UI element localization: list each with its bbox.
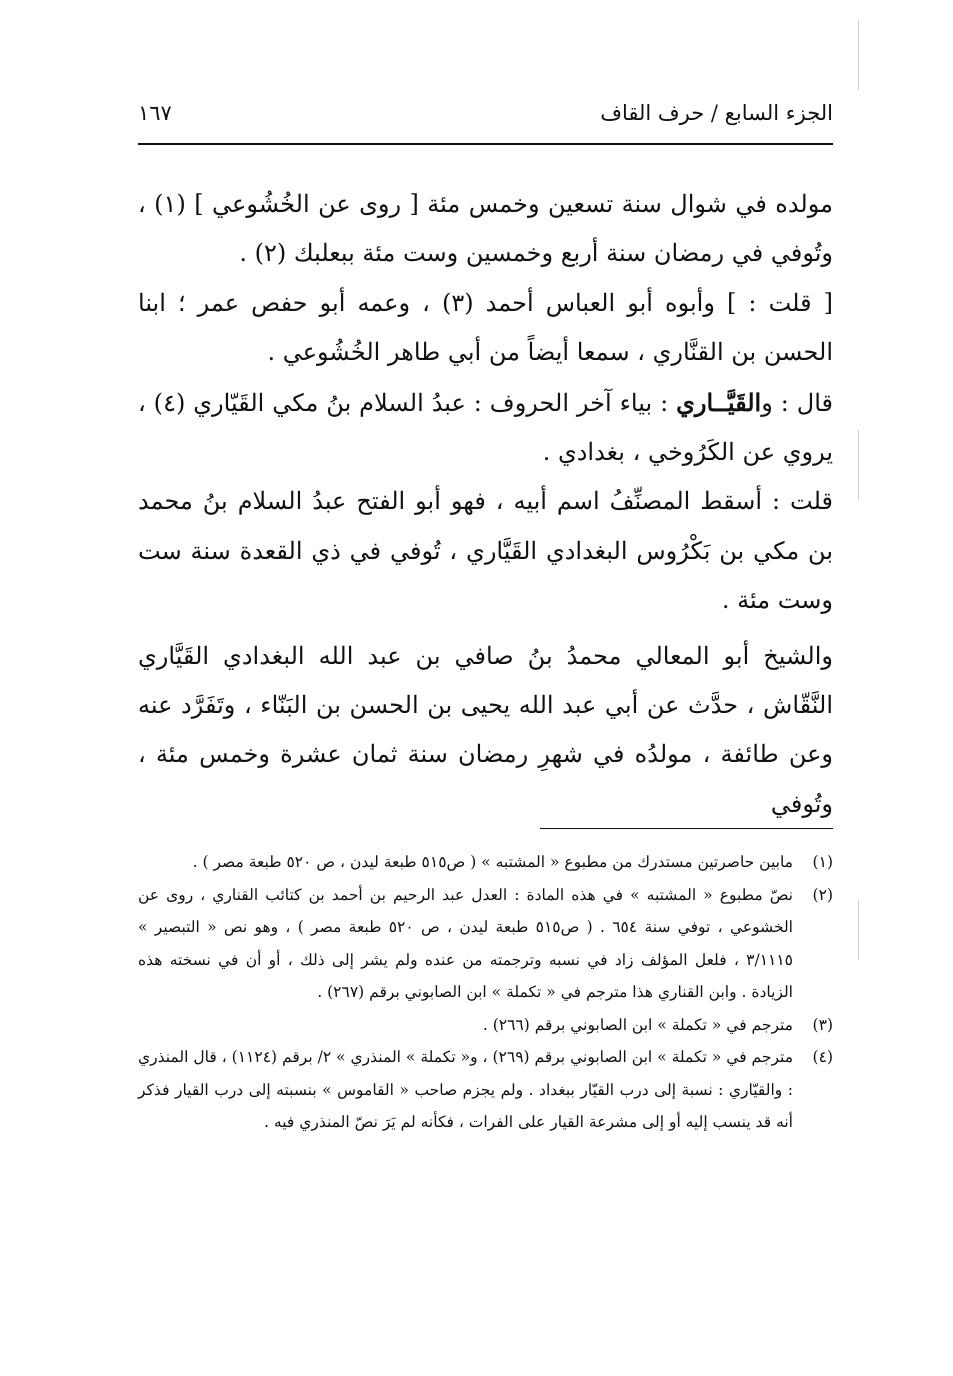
header-rule	[138, 143, 833, 145]
footnote-rule	[540, 828, 833, 829]
scan-margin-line	[858, 430, 859, 500]
footnote-text: مترجم في « تكملة » ابن الصابوني برقم (٢٦٩) ، و« تكملة » المنذري » ٢/ برقم (١١٢٤) ، قال المنذري : والقيّاري : نسبة إلى درب القيّار ببغداد . ولم يجزم صاحب « القاموس » بنسبته إلى درب القيار فذكر أنه قد ينسب إليه أو إلى مشرعة القيار على الفرات ، فكأنه لم يَرَ نصّ المنذري فيه .	[138, 1048, 793, 1131]
main-text	[138, 180, 833, 829]
footnote-number: (٢)	[812, 885, 833, 904]
paragraph: [ قلت : ] وأبوه أبو العباس أحمد (٣) ، وعمه أبو حفص عمر ؛ ابنا الحسن بن القنَّاري ، سمعا أيضاً من أبي طاهر الخُشُوعي .	[138, 288, 833, 367]
headword: القَيَّــاري	[676, 387, 762, 417]
paragraph: مولده في شوال سنة تسعين وخمس مئة [ روى عن الخُشُوعي ] (١) ، وتُوفي في رمضان سنة أربع وخمسين وست مئة ببعلبك (٢) .	[138, 190, 833, 268]
footnote-number: (٣)	[812, 1015, 833, 1034]
paragraph	[138, 378, 833, 478]
paragraph-prefix: قال : و	[761, 388, 834, 417]
footnote-number: (٤)	[812, 1048, 833, 1066]
scan-margin-line	[858, 20, 859, 90]
paragraph: قلت : أسقط المصنِّفُ اسم أبيه ، فهو أبو الفتح عبدُ السلام بنُ محمد بن مكي بن بَكْرُوس البغدادي القَيَّاري ، تُوفي في ذي القعدة سنة ست وست مئة .	[138, 487, 833, 615]
scan-margin-line	[858, 900, 859, 960]
paragraph-rest: : بياء آخر الحروف : عبدُ السلام بنُ مكي القَيّاري (٤) ، يروي عن الكَرُوخي ، بغدادي .	[138, 388, 833, 467]
footnote	[138, 1009, 833, 1042]
footnote-number: (١)	[812, 853, 833, 871]
page-number: ١٦٧	[138, 101, 172, 125]
footnote-text: مابين حاصرتين مستدرك من مطبوع « المشتبه » ( ص٥١٥ طبعة ليدن ، ص ٥٢٠ طبعة مصر ) .	[192, 853, 793, 871]
footnotes	[138, 846, 833, 1139]
footnote	[138, 879, 833, 1009]
paragraph: والشيخ أبو المعالي محمدُ بنُ صافي بن عبد الله البغدادي القَيَّاري النَّقّاش ، حدَّث عن أبي عبد الله يحيى بن الحسن بن البَنّاء ، وتَفَرَّد عنه وعن طائفة ، مولدُه في شهرِ رمضان سنة ثمان عشرة وخمس مئة ، وتُوفي	[138, 641, 833, 818]
footnote	[138, 1041, 833, 1139]
running-head: الجزء السابع / حرف القاف	[600, 101, 833, 125]
page-header	[138, 96, 833, 136]
footnote	[138, 846, 833, 879]
footnote-text: نصّ مطبوع « المشتبه » في هذه المادة : العدل عبد الرحيم بن أحمد بن كتائب القناري ، روى عن الخشوعي ، توفي سنة ٦٥٤ . ( ص٥١٥ طبعة ليدن ، ص ٥٢٠ طبعة مصر ) ، وهو نص « التبصير » ٣/١١١٥ ، فلعل المؤلف زاد في نسبه وترجمته من عنده ولم يشر إلى ذلك ، أو أن في نسخته هذه الزيادة . وابن القناري هذا مترجم في « تكملة » ابن الصابوني برقم (٢٦٧) .	[138, 885, 793, 1001]
footnote-text: مترجم في « تكملة » ابن الصابوني برقم (٢٦٦) .	[482, 1015, 793, 1034]
